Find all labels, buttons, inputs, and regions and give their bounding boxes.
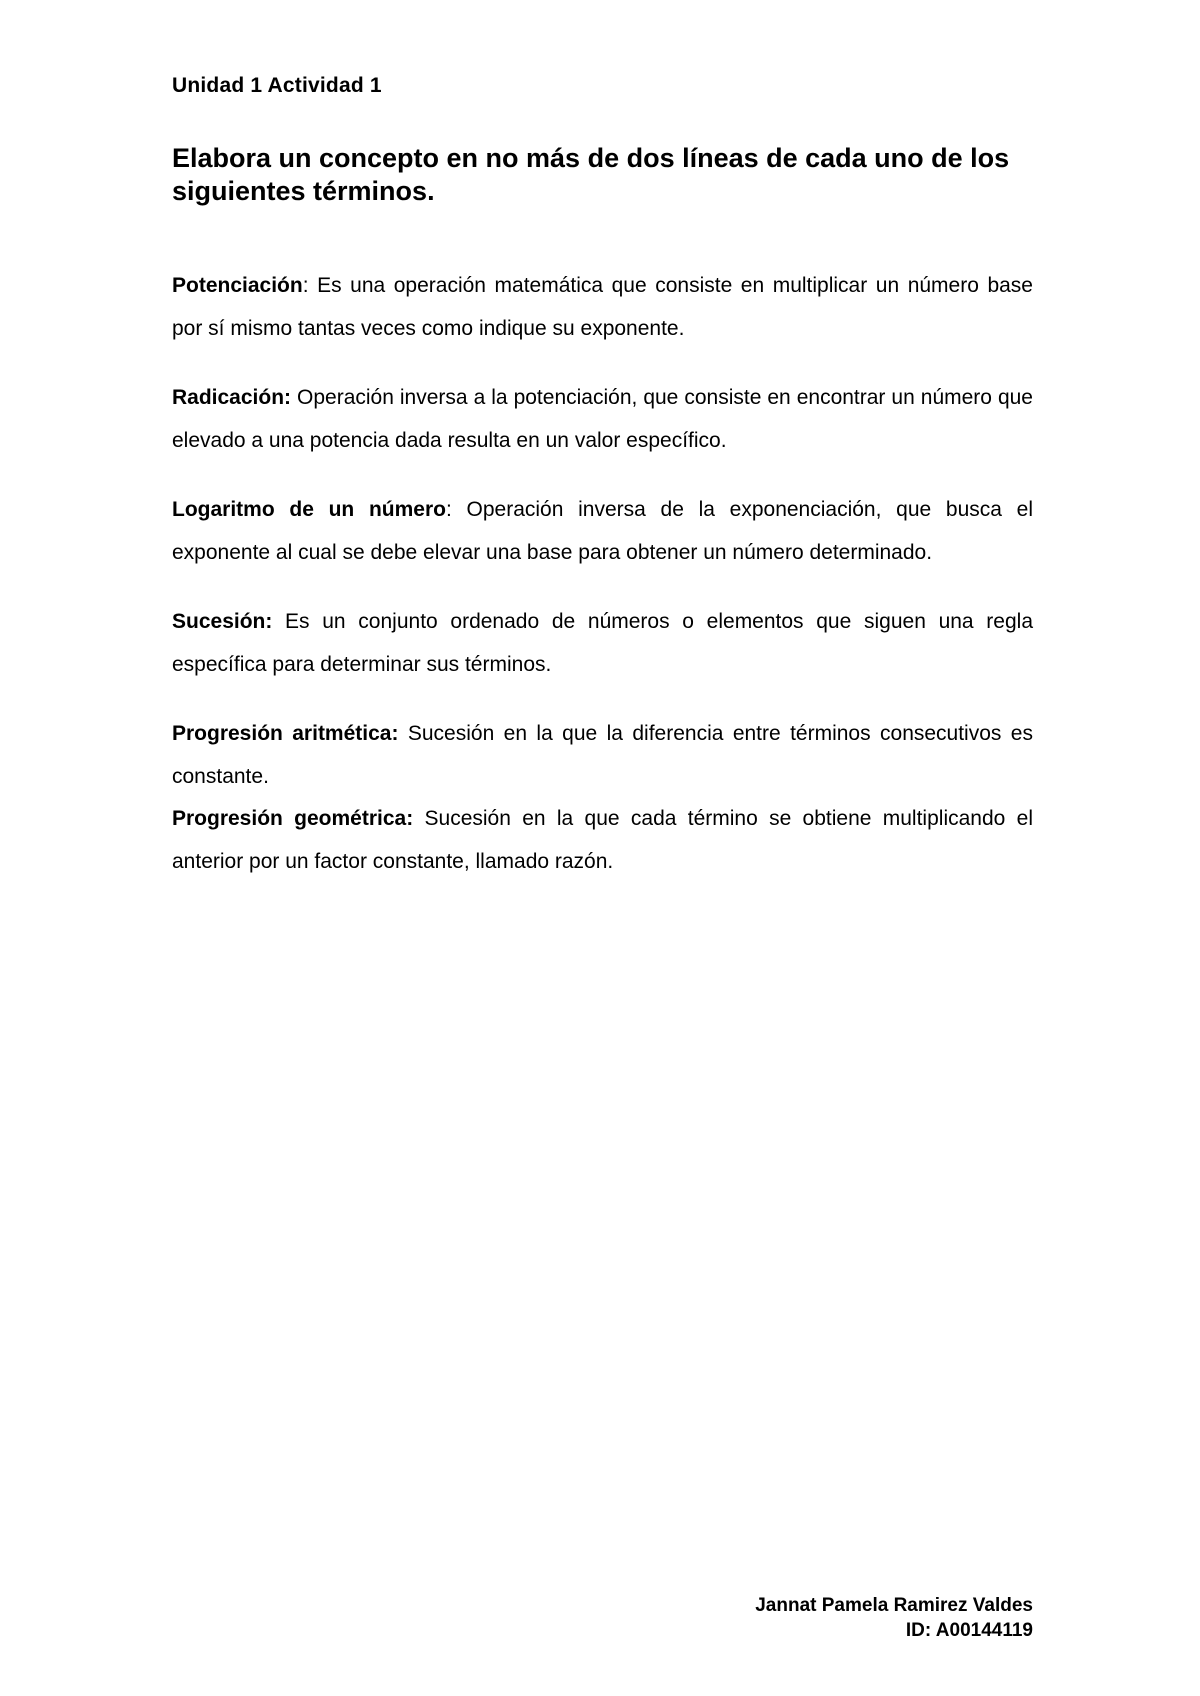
author-footer — [755, 1593, 1033, 1643]
definition-term: Potenciación — [172, 274, 303, 297]
definition-term: Sucesión: — [172, 610, 273, 633]
author-name: Jannat Pamela Ramirez Valdes — [755, 1595, 1033, 1616]
definition-sucesion — [172, 601, 1033, 686]
instruction-heading: Elabora un concepto en no más de dos líneas de cada uno de los siguientes términos. — [172, 143, 1010, 206]
definition-text: Operación inversa de la exponenciación, que busca el exponente al cual se debe elevar una base para obtener un número determinado. — [172, 498, 1033, 564]
definition-text: Es una operación matemática que consiste en multiplicar un número base por sí mismo tantas veces como indique su exponente. — [172, 274, 1033, 340]
definition-progresion-aritmetica — [172, 713, 1033, 798]
definition-radicacion — [172, 377, 1033, 462]
definition-text: Sucesión en la que cada término se obtiene multiplicando el anterior por un factor constante, llamado razón. — [172, 807, 1033, 873]
definition-separator: : — [302, 274, 309, 297]
definitions-list — [172, 265, 1033, 883]
definition-separator: : — [445, 498, 452, 521]
definition-potenciacion — [172, 265, 1033, 350]
definition-term: Radicación: — [172, 386, 292, 409]
definition-text: Operación inversa a la potenciación, que consiste en encontrar un número que elevado a una potencia dada resulta en un valor específico. — [172, 386, 1033, 452]
definition-text: Sucesión en la que la diferencia entre términos consecutivos es constante. — [172, 722, 1033, 788]
definition-logaritmo — [172, 489, 1033, 574]
unit-title: Unidad 1 Actividad 1 — [172, 74, 382, 97]
definition-term: Logaritmo de un número — [172, 498, 446, 521]
author-id: ID: A00144119 — [905, 1620, 1033, 1641]
definition-term: Progresión aritmética: — [172, 722, 399, 745]
definition-progresion-geometrica — [172, 798, 1033, 883]
definition-text: Es un conjunto ordenado de números o elementos que siguen una regla específica para determinar sus términos. — [172, 610, 1033, 676]
definition-term: Progresión geométrica: — [172, 807, 414, 830]
